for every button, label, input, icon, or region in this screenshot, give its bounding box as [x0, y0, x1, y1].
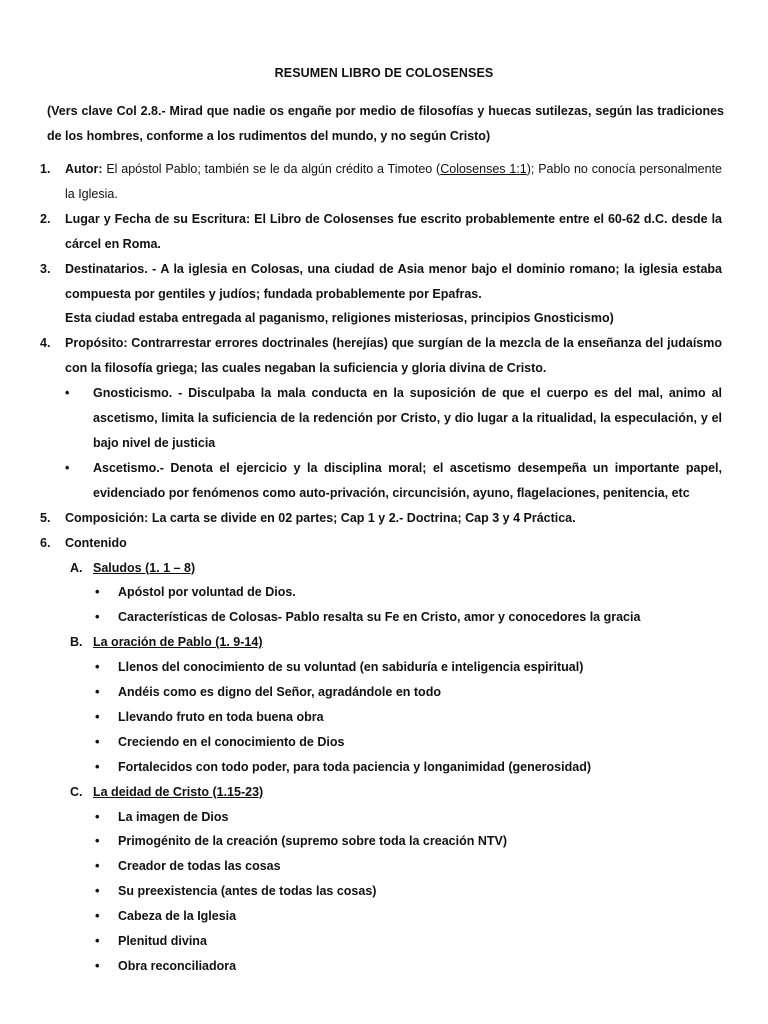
list-item-text: La imagen de Dios — [118, 809, 229, 824]
list-item-text: Llevando fruto en toda buena obra — [118, 709, 324, 724]
list-item — [95, 655, 695, 680]
bullet-dot-icon: • — [65, 460, 70, 475]
list-item-text: Llenos del conocimiento de su voluntad (en sabiduría e inteligencia espiritual) — [118, 660, 584, 675]
list-item — [95, 854, 695, 879]
gnosticism-text: - Disculpaba la mala conducta en la suposición de que el cuerpo es del mal, animo al ascetismo, limita la suficiencia de la redención por Cristo, y dio lugar a la ritualidad, la especulación, y el bajo nivel de justicia — [93, 386, 722, 450]
bullet-dot-icon: • — [65, 386, 70, 401]
section-a-items — [95, 580, 695, 630]
bullet-dot-icon: • — [95, 958, 100, 973]
place-date-label: Lugar y Fecha de su Escritura: — [65, 211, 251, 226]
bullet-dot-icon: • — [95, 684, 100, 700]
section-b-items — [95, 655, 695, 780]
bullet-dot-icon: • — [95, 659, 100, 675]
section-letter: A. — [70, 560, 83, 575]
key-verse-intro: (Vers clave Col 2.8.- Mirad que nadie os engañe por medio de filosofías y huecas sutilezas, según las tradiciones de los hombres, conforme a los rudimentos del mundo, y no según Cristo) — [47, 104, 724, 143]
list-item-text: Características de Colosas- Pablo resalta su Fe en Cristo, amor y conocedores la gracia — [118, 610, 641, 625]
section-b — [0, 630, 768, 779]
bullet-dot-icon: • — [95, 609, 100, 625]
bullet-dot-icon: • — [95, 883, 100, 899]
composition-text: La carta se divide en 02 partes; Cap 1 y 2.- Doctrina; Cap 3 y 4 Práctica. — [148, 510, 576, 525]
section-title: La oración de Pablo (1. 9-14) — [93, 635, 263, 650]
list-item — [95, 705, 695, 730]
bullet-dot-icon: • — [95, 733, 100, 749]
list-item-author — [0, 157, 768, 207]
list-item — [95, 755, 695, 780]
section-title: La deidad de Cristo (1.15-23) — [93, 784, 264, 799]
purpose-text: Contrarrestar errores doctrinales (herejías) que surgían de la mezcla de la enseñanza del judaísmo con la filosofía griega; las cuales negaban la suficiencia y gloria divina de Cristo. — [65, 336, 722, 376]
author-label: Autor: — [65, 162, 103, 176]
list-item-composition — [0, 506, 768, 531]
section-letter: C. — [70, 784, 83, 799]
list-item — [95, 829, 695, 854]
bullet-dot-icon: • — [95, 908, 100, 924]
bullet-dot-icon: • — [95, 858, 100, 874]
list-number: 2. — [40, 211, 51, 226]
purpose-label: Propósito: — [65, 336, 128, 351]
list-item — [95, 929, 695, 954]
bullet-dot-icon: • — [95, 933, 100, 949]
list-item-content — [0, 531, 768, 556]
bullet-dot-icon: • — [95, 584, 100, 600]
list-number: 1. — [40, 162, 51, 176]
list-number: 3. — [40, 261, 51, 276]
list-number: 5. — [40, 510, 51, 525]
list-item — [95, 680, 695, 705]
list-item-text: Obra reconciliadora — [118, 959, 237, 973]
list-item — [95, 730, 695, 755]
bullet-asceticism — [65, 456, 722, 506]
document-title: RESUMEN LIBRO DE COLOSENSES — [274, 66, 494, 80]
list-item-text: Andéis como es digno del Señor, agradándole en todo — [118, 685, 441, 700]
list-item-purpose — [0, 331, 768, 505]
bullet-dot-icon: • — [95, 708, 100, 724]
section-a — [0, 556, 768, 631]
section-title: Saludos (1. 1 – 8) — [93, 560, 196, 575]
purpose-bullets — [65, 381, 722, 506]
asceticism-text: - Denota el ejercicio y la disciplina moral; el ascetismo desempeña un importante papel, evidenciado por fenómenos como auto-privación, circuncisión, ayuno, flagelaciones, penitencia, etc — [93, 460, 722, 500]
list-item-text: Creador de todas las cosas — [118, 859, 281, 874]
list-item — [95, 904, 695, 929]
list-item — [95, 605, 695, 630]
list-item-text: Plenitud divina — [118, 934, 207, 949]
place-date-text: El Libro de Colosenses fue escrito probablemente entre el 60-62 d.C. desde la cárcel en Roma. — [65, 211, 722, 251]
gnosticism-label: Gnosticismo. — [93, 386, 173, 401]
list-item-text: Fortalecidos con todo poder, para toda paciencia y longanimidad (generosidad) — [118, 759, 591, 774]
list-item-text: Creciendo en el conocimiento de Dios — [118, 734, 345, 749]
list-item-place-date — [0, 207, 768, 257]
content-label: Contenido — [65, 535, 127, 550]
list-item-text: Apóstol por voluntad de Dios. — [118, 585, 296, 600]
asceticism-label: Ascetismo. — [93, 460, 160, 475]
author-text-b: ); Pablo no conocía personalmente la Iglesia. — [65, 162, 722, 201]
list-item-text: Su preexistencia (antes de todas las cosas) — [118, 884, 377, 899]
list-item-text: Cabeza de la Iglesia — [118, 909, 237, 924]
section-letter: B. — [70, 635, 83, 650]
bullet-dot-icon: • — [95, 808, 100, 824]
summary-list — [0, 157, 768, 979]
recipients-extra: Esta ciudad estaba entregada al paganismo, religiones misteriosas, principios Gnosticismo) — [65, 311, 614, 326]
section-c-items — [95, 805, 695, 979]
list-number: 6. — [40, 535, 51, 550]
list-item — [95, 805, 695, 830]
bullet-gnosticism — [65, 381, 722, 456]
scripture-reference-link[interactable]: Colosenses 1:1 — [440, 162, 527, 176]
list-item — [95, 879, 695, 904]
list-item — [95, 580, 695, 605]
author-text-a: El apóstol Pablo; también se le da algún crédito a Timoteo ( — [102, 162, 441, 176]
list-number: 4. — [40, 336, 51, 351]
list-item-recipients — [0, 257, 768, 332]
bullet-dot-icon: • — [95, 758, 100, 774]
composition-label: Composición: — [65, 510, 149, 525]
list-item — [95, 954, 695, 979]
recipients-label: Destinatarios. — [65, 261, 148, 276]
recipients-text: - A la iglesia en Colosas, una ciudad de Asia menor bajo el dominio romano; la iglesia estaba compuesta por gentiles y judíos; fundada probablemente por Epafras. — [65, 261, 722, 301]
section-c — [0, 780, 768, 979]
bullet-dot-icon: • — [95, 833, 100, 849]
list-item-text: Primogénito de la creación (supremo sobre toda la creación NTV) — [118, 834, 507, 849]
